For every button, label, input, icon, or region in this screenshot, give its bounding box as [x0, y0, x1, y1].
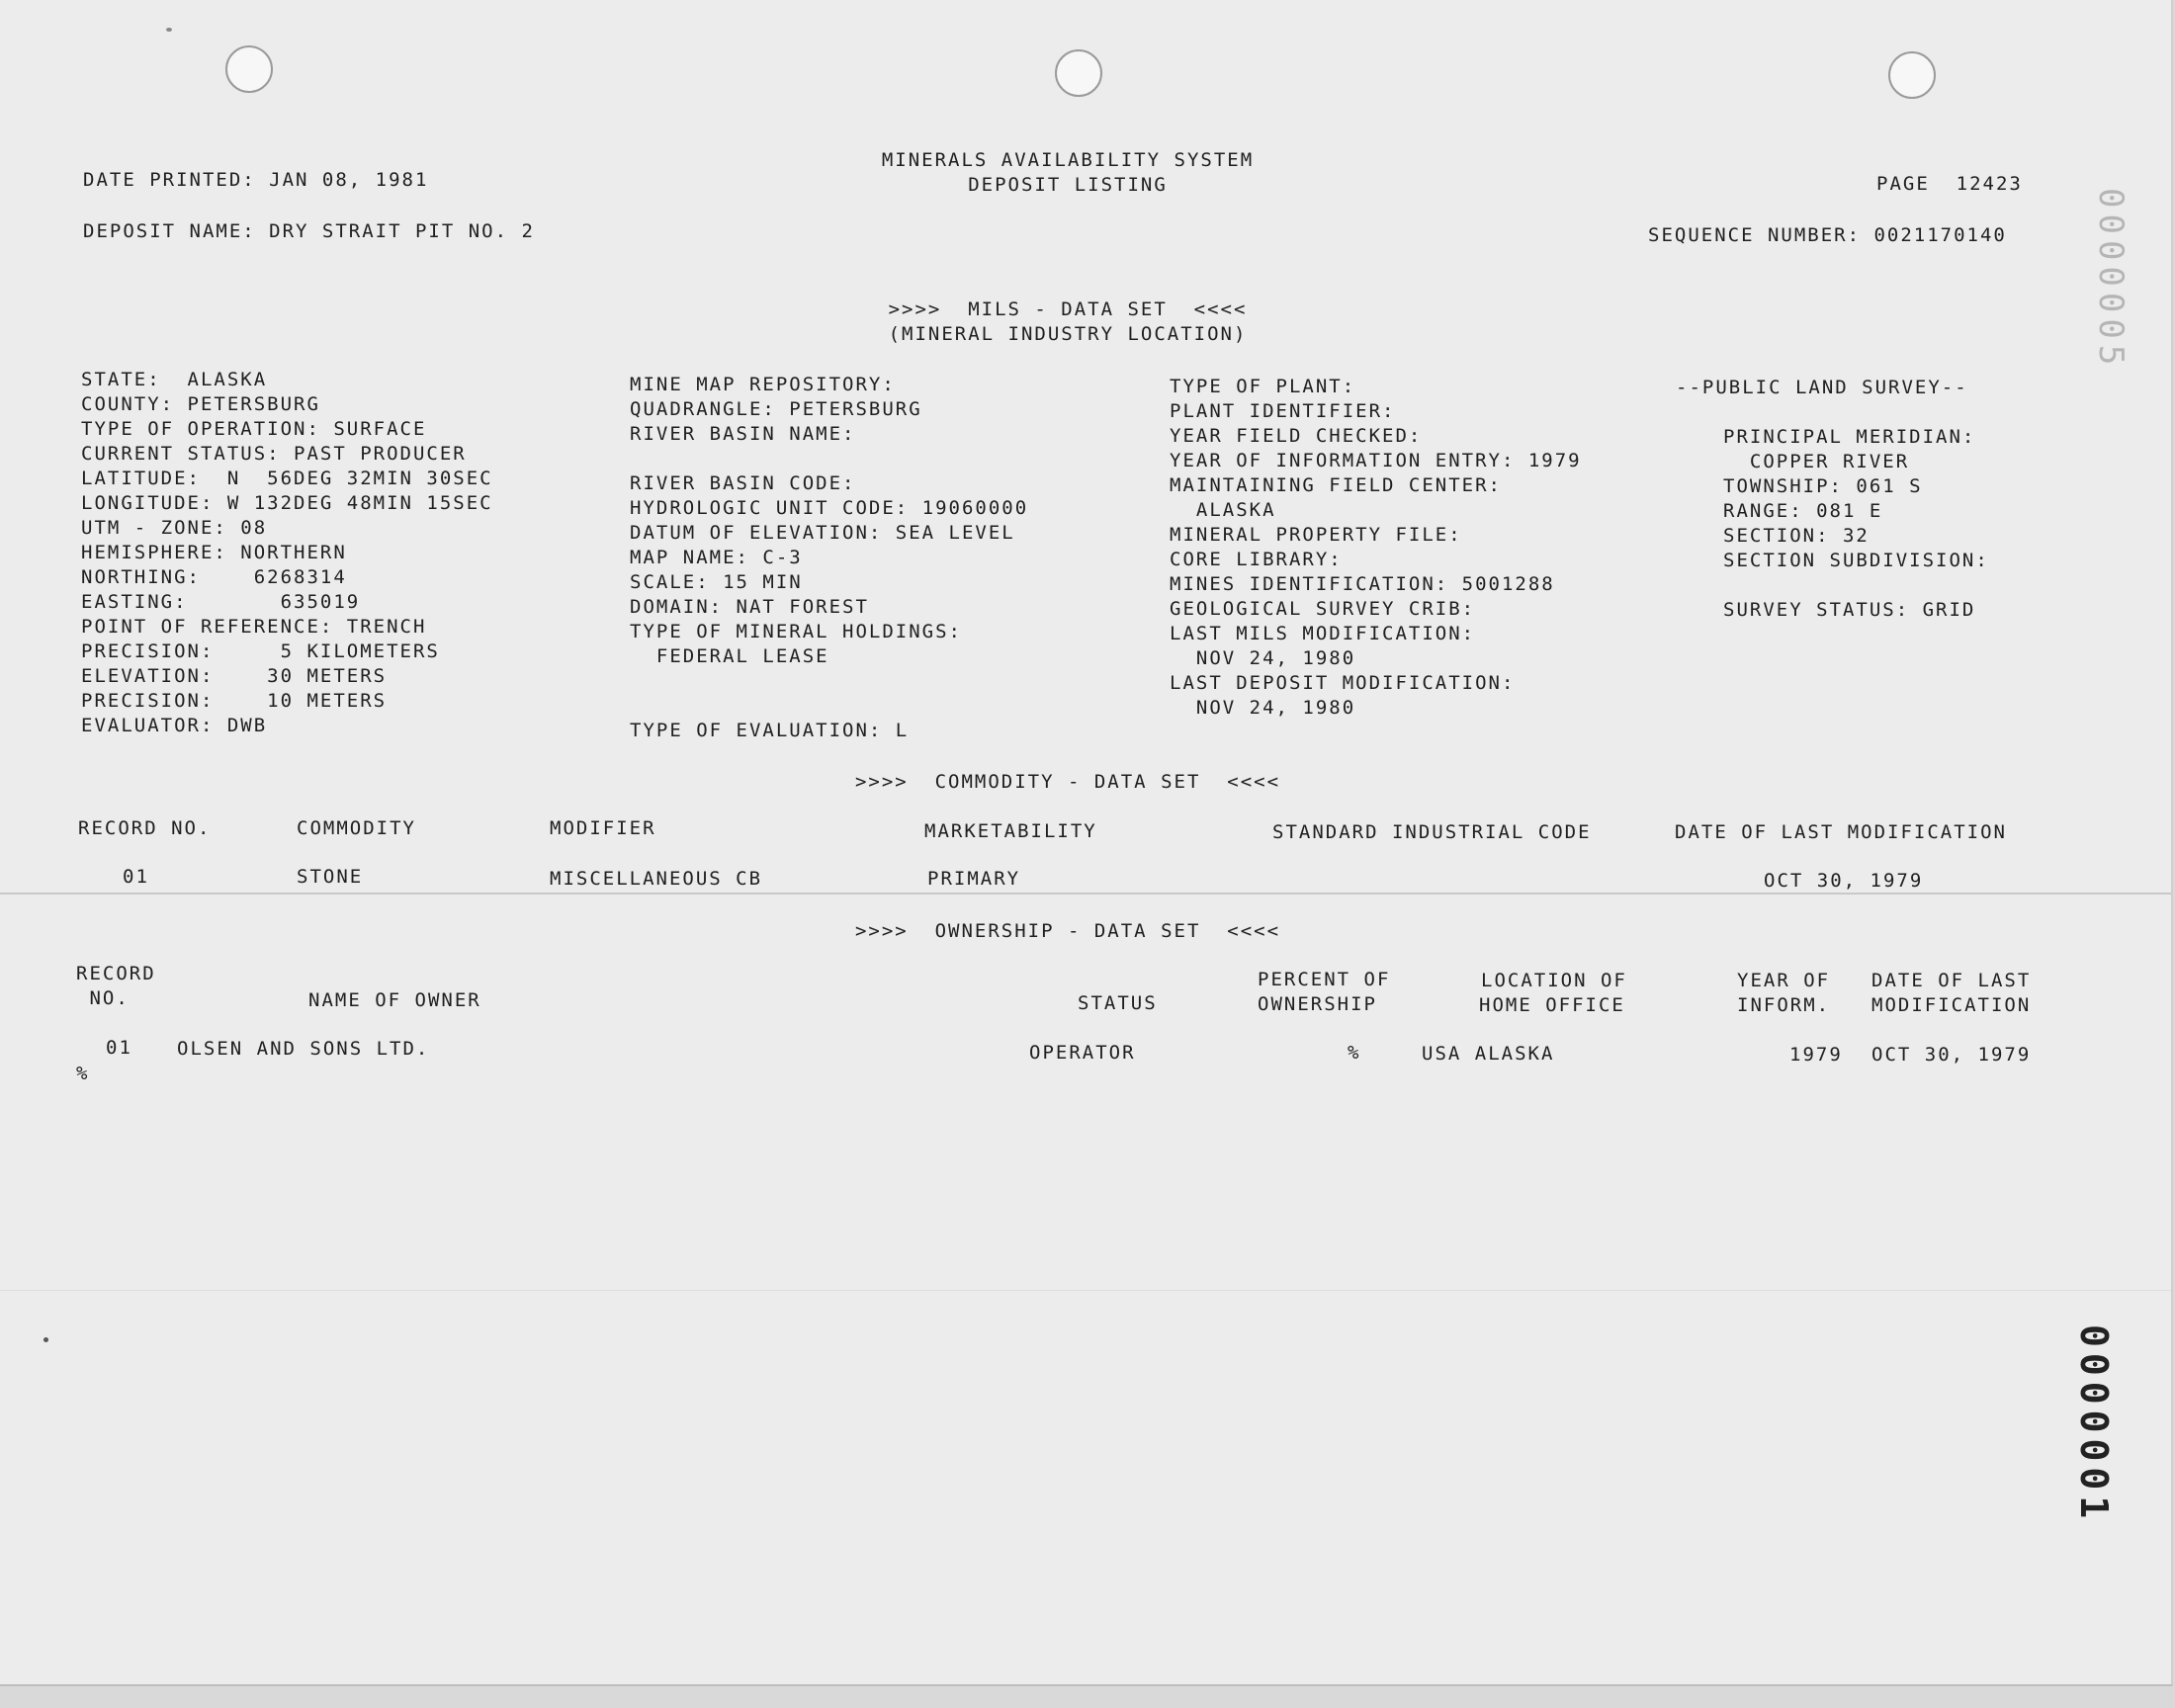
- stamp-number-top: 0000005: [2091, 188, 2131, 372]
- commodity-header-record-no: RECORD NO.: [78, 817, 212, 839]
- ownership-header-ownership: OWNERSHIP: [1258, 993, 1377, 1015]
- field-line: SCALE: 15 MIN: [630, 571, 803, 593]
- listing-title: DEPOSIT LISTING: [968, 174, 1168, 196]
- ownership-header-home-office: HOME OFFICE: [1479, 994, 1625, 1016]
- mils-section-subtitle: (MINERAL INDUSTRY LOCATION): [888, 323, 1248, 345]
- ownership-row-location: USA ALASKA: [1422, 1043, 1555, 1065]
- field-line: PRECISION: 10 METERS: [81, 690, 388, 712]
- field-line: LAST DEPOSIT MODIFICATION:: [1170, 672, 1516, 694]
- field-line: HEMISPHERE: NORTHERN: [81, 542, 347, 563]
- field-line: TYPE OF PLANT:: [1170, 376, 1356, 397]
- field-line: COPPER RIVER: [1723, 451, 1910, 472]
- mils-column-plant: [1170, 375, 1582, 721]
- field-line: QUADRANGLE: PETERSBURG: [630, 398, 922, 420]
- field-line: PLANT IDENTIFIER:: [1170, 400, 1396, 422]
- ink-speck: [166, 28, 172, 32]
- date-printed: DATE PRINTED: JAN 08, 1981: [83, 169, 429, 191]
- field-line: TYPE OF OPERATION: SURFACE: [81, 418, 427, 440]
- field-line: NOV 24, 1980: [1170, 647, 1356, 669]
- commodity-header-sic: STANDARD INDUSTRIAL CODE: [1272, 821, 1592, 843]
- mils-column-land-survey: [1674, 376, 1989, 623]
- ownership-section-title: >>>> OWNERSHIP - DATA SET <<<<: [854, 920, 1281, 942]
- field-line: MAP NAME: C-3: [630, 547, 803, 568]
- field-line: TYPE OF MINERAL HOLDINGS:: [630, 621, 962, 642]
- field-line: ELEVATION: 30 METERS: [81, 665, 388, 687]
- ownership-header-record: RECORD: [76, 963, 156, 984]
- field-line: LATITUDE: N 56DEG 32MIN 30SEC: [81, 468, 493, 489]
- field-line: NOV 24, 1980: [1170, 697, 1356, 719]
- field-line: MAINTAINING FIELD CENTER:: [1170, 474, 1502, 496]
- field-line: MINES IDENTIFICATION: 5001288: [1170, 573, 1555, 595]
- field-line: YEAR OF INFORMATION ENTRY: 1979: [1170, 450, 1582, 471]
- punch-hole-right: [1888, 51, 1936, 99]
- field-line: SURVEY STATUS: GRID: [1723, 599, 1976, 621]
- commodity-header-commodity: COMMODITY: [297, 817, 416, 839]
- field-line: DATUM OF ELEVATION: SEA LEVEL: [630, 522, 1015, 544]
- field-line: COUNTY: PETERSBURG: [81, 393, 320, 415]
- field-line: LAST MILS MODIFICATION:: [1170, 623, 1476, 644]
- type-of-evaluation: TYPE OF EVALUATION: L: [630, 720, 910, 741]
- ownership-row-date: OCT 30, 1979: [1871, 1044, 2032, 1066]
- commodity-header-last-mod: DATE OF LAST MODIFICATION: [1675, 821, 2007, 843]
- commodity-section-title: >>>> COMMODITY - DATA SET <<<<: [854, 771, 1281, 793]
- field-line: SECTION: 32: [1723, 525, 1870, 547]
- field-line: YEAR FIELD CHECKED:: [1170, 425, 1423, 447]
- field-line: EASTING: 635019: [81, 591, 361, 613]
- stamp-number-bottom: 0000001: [2072, 1324, 2116, 1525]
- field-line: UTM - ZONE: 08: [81, 517, 268, 539]
- ownership-header-record-no: NO.: [76, 987, 130, 1009]
- ownership-header-name: NAME OF OWNER: [308, 989, 481, 1011]
- ownership-header-modification: MODIFICATION: [1871, 994, 2032, 1016]
- commodity-row-record-no: 01: [123, 866, 149, 888]
- commodity-row-last-mod: OCT 30, 1979: [1764, 870, 1924, 892]
- deposit-name: DEPOSIT NAME: DRY STRAIT PIT NO. 2: [83, 220, 535, 242]
- sequence-number: SEQUENCE NUMBER: 0021170140: [1648, 224, 2007, 246]
- field-line: RANGE: 081 E: [1723, 500, 1883, 522]
- ownership-row-name: OLSEN AND SONS LTD.: [177, 1038, 430, 1060]
- page-number: PAGE 12423: [1876, 173, 2023, 195]
- ownership-header-inform: INFORM.: [1737, 994, 1831, 1016]
- ownership-header-date: DATE OF LAST: [1871, 970, 2032, 991]
- punch-hole-center: [1055, 49, 1102, 97]
- punch-hole-left: [225, 45, 273, 93]
- fold-line-faint: [0, 1290, 2171, 1291]
- commodity-row-marketability: PRIMARY: [927, 868, 1021, 890]
- field-line: CORE LIBRARY:: [1170, 549, 1343, 570]
- field-line: [1674, 400, 1989, 425]
- field-line: TOWNSHIP: 061 S: [1723, 475, 1923, 497]
- ownership-row-status: OPERATOR: [1029, 1042, 1136, 1064]
- ink-speck: [44, 1337, 48, 1342]
- mils-column-map: [630, 373, 1028, 669]
- system-title: MINERALS AVAILABILITY SYSTEM: [881, 149, 1255, 171]
- field-line: CURRENT STATUS: PAST PRODUCER: [81, 443, 467, 465]
- field-line: EVALUATOR: DWB: [81, 715, 268, 736]
- mils-section-title: >>>> MILS - DATA SET <<<<: [888, 299, 1248, 320]
- field-line: DOMAIN: NAT FOREST: [630, 596, 869, 618]
- field-line: STATE: ALASKA: [81, 369, 268, 390]
- ownership-header-location: LOCATION OF: [1481, 970, 1627, 991]
- field-line: PRECISION: 5 KILOMETERS: [81, 640, 440, 662]
- commodity-header-modifier: MODIFIER: [550, 817, 656, 839]
- field-line: [1674, 573, 1989, 598]
- field-line: --PUBLIC LAND SURVEY--: [1676, 377, 1968, 398]
- ownership-row-percent: %: [1348, 1042, 1361, 1064]
- field-line: SECTION SUBDIVISION:: [1723, 550, 1989, 571]
- ownership-header-percent: PERCENT OF: [1258, 969, 1391, 990]
- ownership-row-year: 1979: [1789, 1044, 1843, 1066]
- field-line: RIVER BASIN CODE:: [630, 472, 856, 494]
- field-line: PRINCIPAL MERIDIAN:: [1723, 426, 1976, 448]
- field-line: MINE MAP REPOSITORY:: [630, 374, 896, 395]
- ownership-header-status: STATUS: [1078, 992, 1158, 1014]
- field-line: HYDROLOGIC UNIT CODE: 19060000: [630, 497, 1029, 519]
- field-line: GEOLOGICAL SURVEY CRIB:: [1170, 598, 1476, 620]
- field-line: ALASKA: [1170, 499, 1276, 521]
- commodity-row-commodity: STONE: [297, 866, 364, 888]
- field-line: POINT OF REFERENCE: TRENCH: [81, 616, 427, 638]
- ownership-row-record-no: 01: [106, 1037, 132, 1059]
- commodity-header-marketability: MARKETABILITY: [924, 820, 1097, 842]
- field-line: MINERAL PROPERTY FILE:: [1170, 524, 1462, 546]
- field-line: RIVER BASIN NAME:: [630, 423, 856, 445]
- commodity-row-modifier: MISCELLANEOUS CB: [550, 868, 763, 890]
- field-line: [630, 447, 1028, 471]
- field-line: LONGITUDE: W 132DEG 48MIN 15SEC: [81, 492, 493, 514]
- field-line: NORTHING: 6268314: [81, 566, 347, 588]
- ownership-footnote: %: [76, 1063, 90, 1084]
- mils-column-location: [81, 368, 493, 738]
- ownership-header-year: YEAR OF: [1737, 970, 1831, 991]
- field-line: FEDERAL LEASE: [630, 645, 829, 667]
